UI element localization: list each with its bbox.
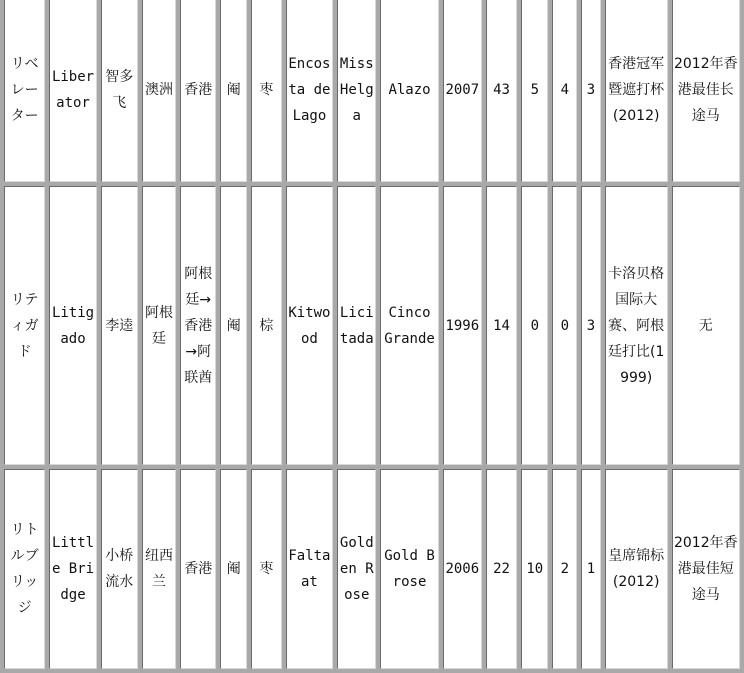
- dam-cell: Licitada: [337, 186, 376, 465]
- honours-cell: 2012年香港最佳长途马: [672, 0, 740, 182]
- eng-name-cell: Liberator: [49, 0, 97, 182]
- dam-cell: Miss Helga: [337, 0, 376, 182]
- seconds-cell: 2: [552, 469, 577, 669]
- honours-cell: 无: [672, 186, 740, 465]
- origin-cell: 阿根廷: [142, 186, 177, 465]
- sire-cell: Faltaat: [286, 469, 334, 669]
- seconds-cell: 0: [552, 186, 577, 465]
- cn-name-cell: 李逵: [101, 186, 138, 465]
- birth-year-cell: 1996: [443, 186, 482, 465]
- honours-cell: 2012年香港最佳短途马: [672, 469, 740, 669]
- sire-cell: Kitwood: [286, 186, 334, 465]
- thirds-cell: 3: [581, 186, 601, 465]
- cn-name-cell: 小桥流水: [101, 469, 138, 669]
- major-wins-cell: 皇席锦标(2012): [605, 469, 668, 669]
- sex-cell: 阉: [220, 469, 247, 669]
- starts-cell: 14: [486, 186, 517, 465]
- table-row: [4, 0, 740, 182]
- color-cell: 枣: [251, 0, 281, 182]
- eng-name-cell: Little Bridge: [49, 469, 97, 669]
- dam-sire-cell: Alazo: [380, 0, 439, 182]
- origin-cell: 纽西兰: [142, 469, 177, 669]
- sex-cell: 阉: [220, 186, 247, 465]
- table-row: [4, 186, 740, 465]
- dam-sire-cell: Cinco Grande: [380, 186, 439, 465]
- sex-cell: 阉: [220, 0, 247, 182]
- location-cell: 香港: [180, 469, 216, 669]
- wins-cell: 5: [521, 0, 548, 182]
- major-wins-cell: 卡洛贝格国际大赛、阿根廷打比(1999): [605, 186, 668, 465]
- major-wins-cell: 香港冠军暨遮打杯(2012): [605, 0, 668, 182]
- origin-cell: 澳洲: [142, 0, 177, 182]
- seconds-cell: 4: [552, 0, 577, 182]
- dam-sire-cell: Gold Brose: [380, 469, 439, 669]
- birth-year-cell: 2007: [443, 0, 482, 182]
- eng-name-cell: Litigado: [49, 186, 97, 465]
- color-cell: 枣: [251, 469, 281, 669]
- location-cell: 香港: [180, 0, 216, 182]
- starts-cell: 43: [486, 0, 517, 182]
- birth-year-cell: 2006: [443, 469, 482, 669]
- color-cell: 棕: [251, 186, 281, 465]
- starts-cell: 22: [486, 469, 517, 669]
- sire-cell: Encosta de Lago: [286, 0, 334, 182]
- cn-name-cell: 智多飞: [101, 0, 138, 182]
- table-row: [4, 469, 740, 669]
- jp-name-cell: リトルブリッジ: [4, 469, 45, 669]
- jp-name-cell: リベレーター: [4, 0, 45, 182]
- wins-cell: 10: [521, 469, 548, 669]
- dam-cell: Golden Rose: [337, 469, 376, 669]
- location-cell: 阿根廷→香港→阿联酋: [180, 186, 216, 465]
- thirds-cell: 1: [581, 469, 601, 669]
- thirds-cell: 3: [581, 0, 601, 182]
- wins-cell: 0: [521, 186, 548, 465]
- jp-name-cell: リティガド: [4, 186, 45, 465]
